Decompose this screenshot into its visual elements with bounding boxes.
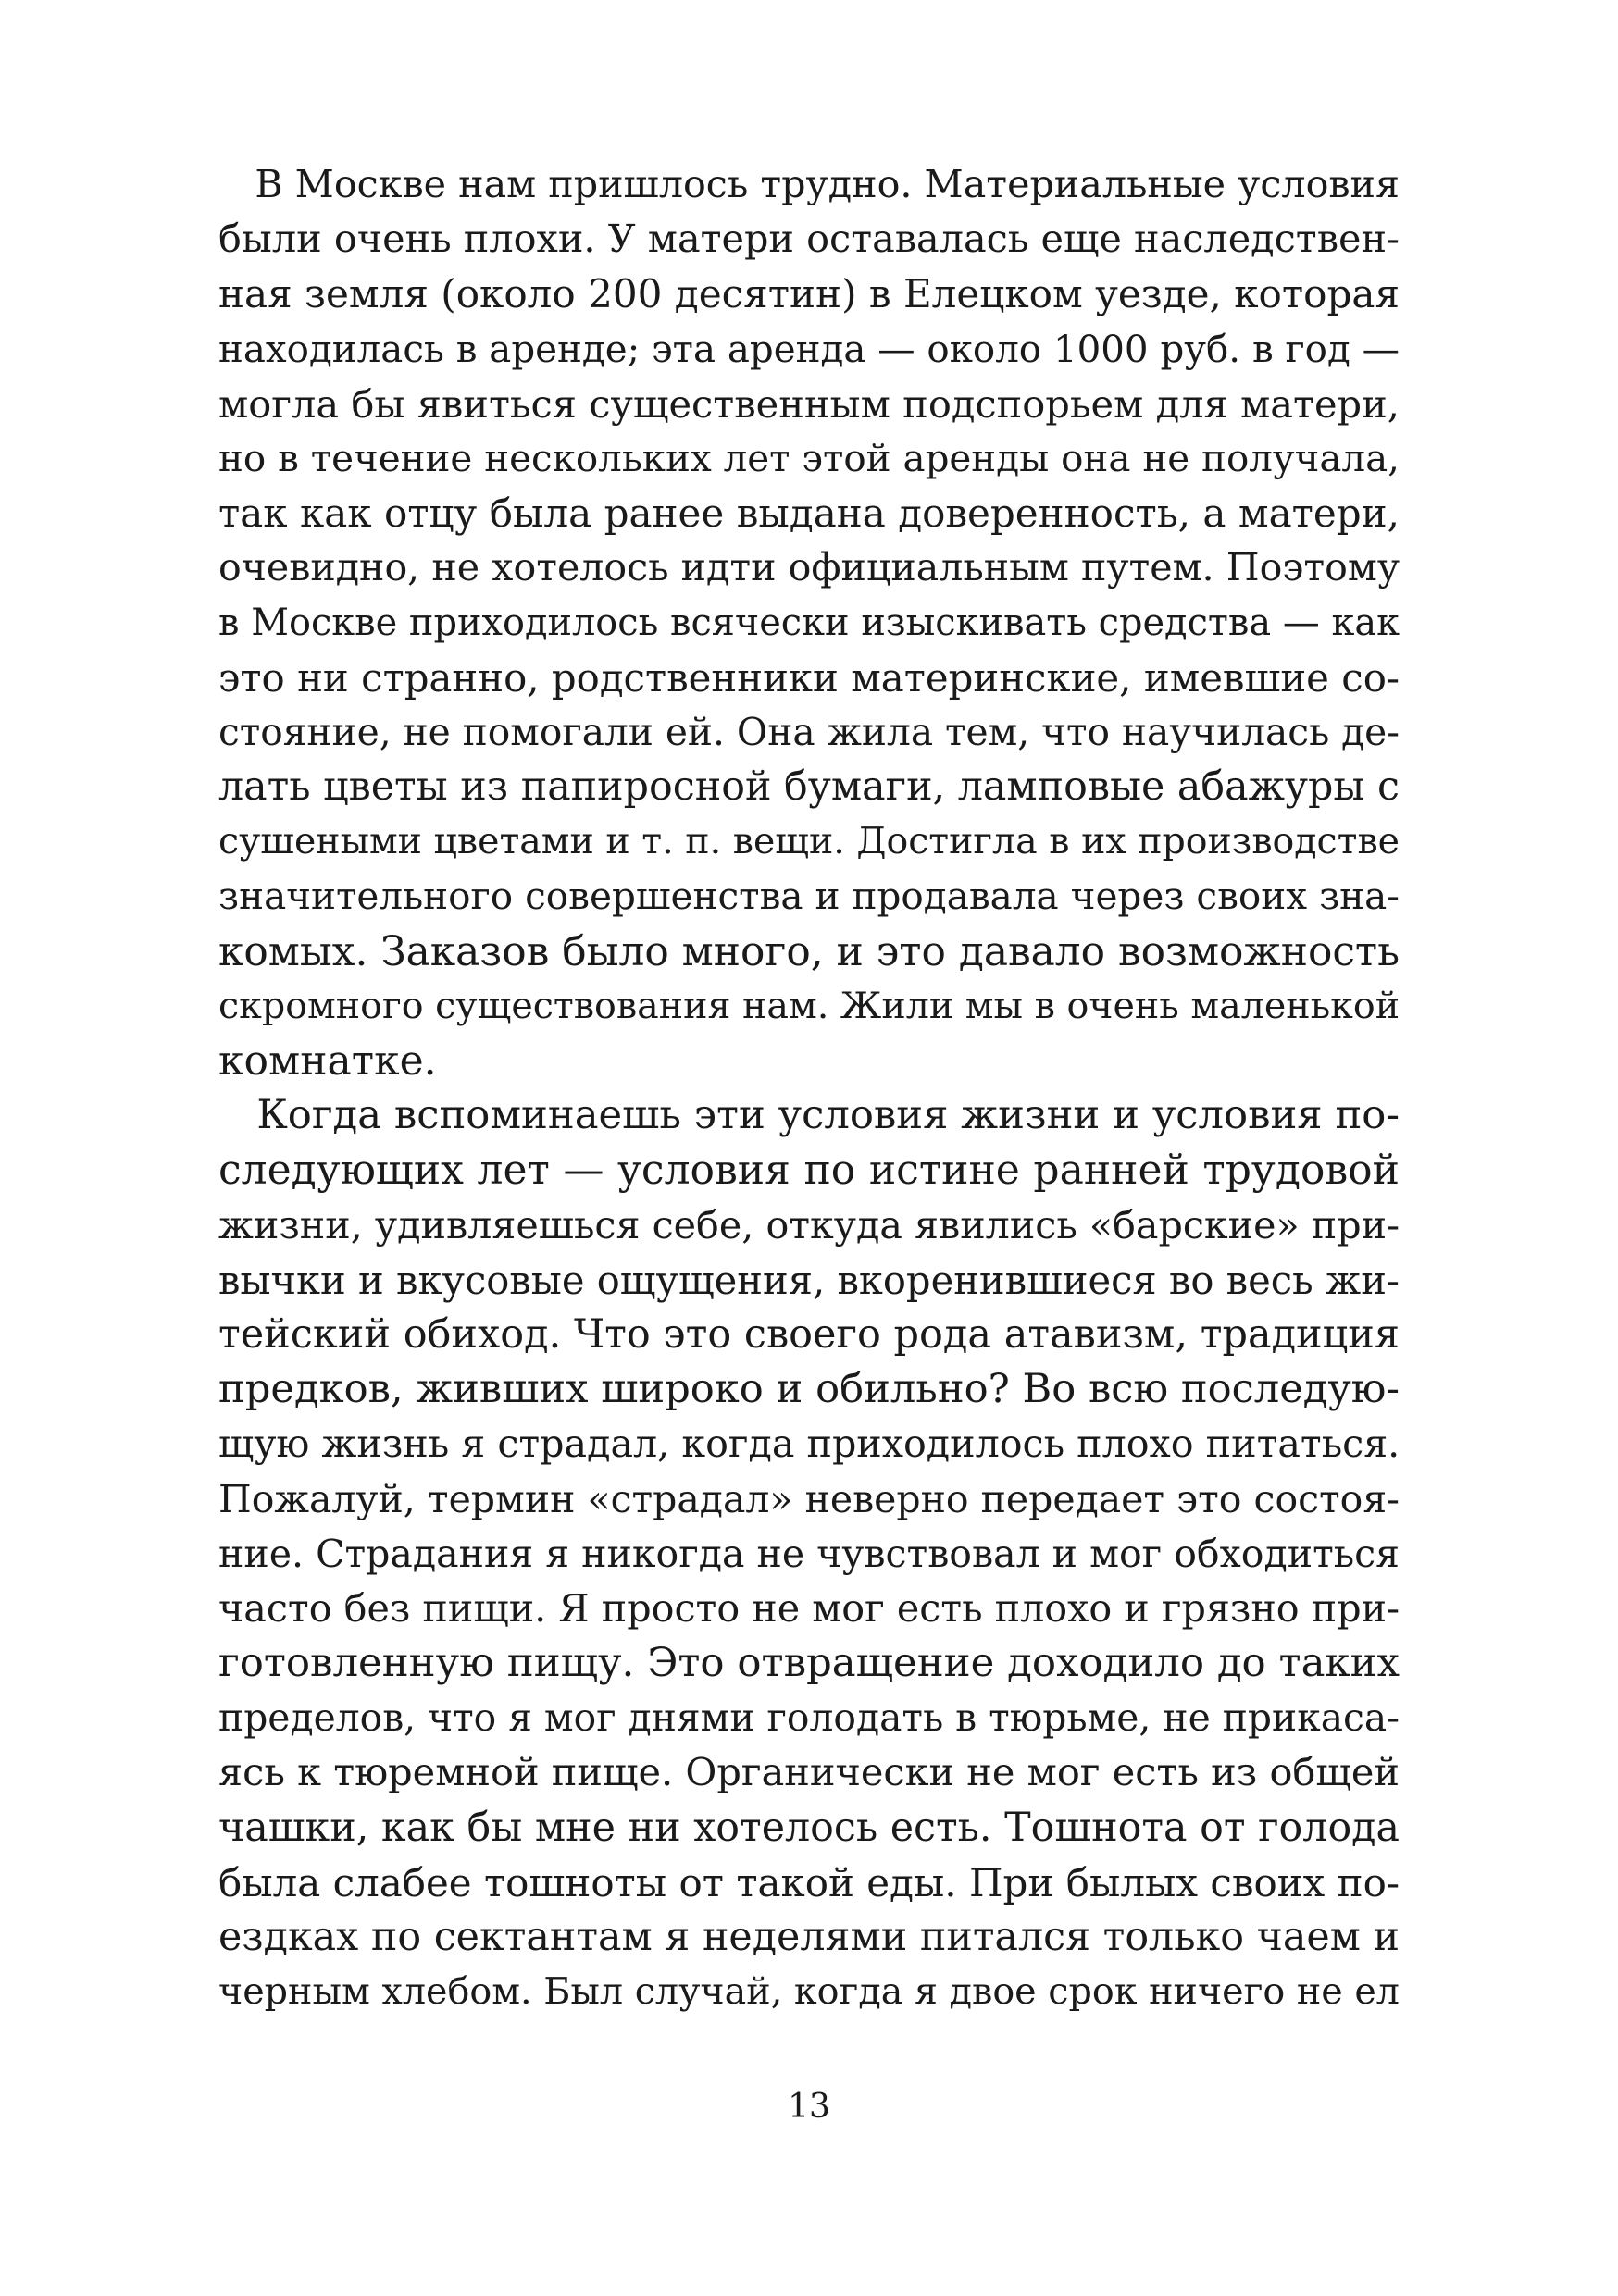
text-line: очевидно, не хотелось идти официальным путем. Поэтому xyxy=(218,545,1400,590)
text-line: Пожалуй, термин «страдал» неверно передает это состоя- xyxy=(218,1476,1400,1521)
body-text xyxy=(218,157,1400,2019)
text-line: вычки и вкусовые ощущения, вкоренившиеся во весь жи- xyxy=(218,1257,1400,1303)
text-line: в Москве приходилось всячески изыскивать средства — как xyxy=(218,601,1400,644)
text-line: жизни, удивляешься себе, откуда явились «барские» при- xyxy=(218,1202,1400,1247)
text-line: следующих лет — условия по истине ранней трудовой xyxy=(218,1147,1400,1195)
text-line: ная земля (около 200 десятин) в Елецком уезде, которая xyxy=(218,271,1400,317)
text-line: это ни странно, родственники материнские, имевшие со- xyxy=(218,654,1400,701)
text-line: предков, живших широко и обильно? Во всю последую- xyxy=(218,1366,1400,1413)
text-line: так как отцу была ранее выдана доверенность, а матери, xyxy=(218,490,1400,537)
text-line: была слабее тошноты от такой еды. При былых своих по- xyxy=(218,1859,1400,1905)
text-line: ездках по сектантам я неделями питался только чаем и xyxy=(218,1914,1400,1960)
text-line: чашки, как бы мне ни хотелось есть. Тошнота от голода xyxy=(218,1804,1400,1851)
text-line: но в течение нескольких лет этой аренды она не получала, xyxy=(218,436,1400,480)
paragraph xyxy=(218,1088,1400,2019)
text-line: были очень плохи. У матери оставалась еще наследствен- xyxy=(218,217,1400,262)
text-line: находилась в аренде; эта аренда — около 1000 руб. в год — xyxy=(218,327,1400,371)
page-number: 13 xyxy=(788,2088,830,2126)
text-line: ние. Страдания я никогда не чувствовал и мог обходиться xyxy=(218,1531,1400,1576)
text-line: ясь к тюремной пище. Органически не мог есть из общей xyxy=(218,1750,1400,1795)
text-line: комых. Заказов было много, и это давало возможность xyxy=(218,927,1400,975)
text-line: могла бы явиться существенным подспорьем для матери, xyxy=(218,380,1400,427)
text-line: тейский обиход. Что это своего рода атавизм, традиция xyxy=(218,1310,1400,1358)
text-line: Когда вспоминаешь эти условия жизни и условия по- xyxy=(256,1092,1400,1139)
text-line: лать цветы из папиросной бумаги, ламповые абажуры с xyxy=(218,763,1400,811)
text-line: комнатке. xyxy=(218,1037,437,1085)
text-line: пределов, что я мог днями голодать в тюрьме, не прикаса- xyxy=(218,1695,1400,1741)
text-line: сушеными цветами и т. п. вещи. Достигла в их производстве xyxy=(218,820,1400,863)
text-line: часто без пищи. Я просто не мог есть плохо и грязно при- xyxy=(218,1585,1400,1631)
text-line: скромного существования нам. Жили мы в очень маленькой xyxy=(218,984,1400,1027)
text-line: готовленную пищу. Это отвращение доходило до таких xyxy=(218,1640,1400,1687)
paragraph xyxy=(218,157,1400,1088)
text-line: стояние, не помогали ей. Она жила тем, что научилась де- xyxy=(218,709,1400,754)
text-line: В Москве нам пришлось трудно. Материальные условия xyxy=(255,162,1400,206)
text-line: щую жизнь я страдал, когда приходилось плохо питаться. xyxy=(218,1421,1400,1467)
text-line: значительного совершенства и продавала через своих зна- xyxy=(218,874,1400,919)
text-line: черным хлебом. Был случай, когда я двое срок ничего не ел xyxy=(218,1970,1400,2014)
